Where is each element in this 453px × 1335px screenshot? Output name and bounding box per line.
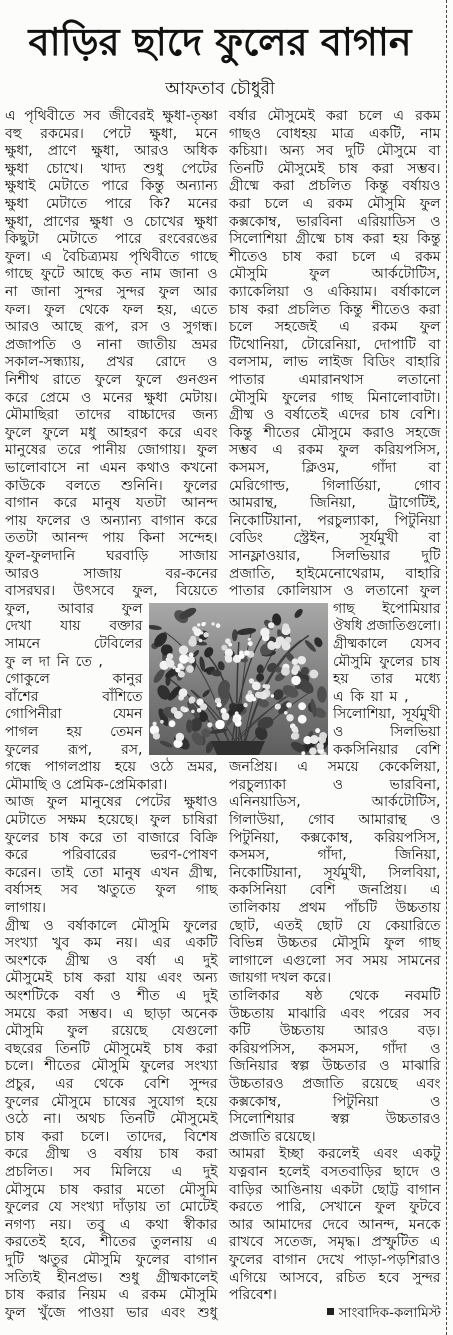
text-line — [5, 882, 218, 900]
text-line-content: ফুলদানিতে, — [5, 653, 110, 670]
text-line-content: কিন্তু শীতের মৌসুমে করাও সহজে — [229, 424, 441, 441]
text-line — [5, 1270, 218, 1288]
text-line-content: মৌসুমি ফুল রয়েছে যেগুলো — [5, 1023, 218, 1040]
text-line-content: তালিকায় প্রথম পাঁচটি উচ্চতায় — [229, 900, 441, 916]
author-name: আফতাব চৌধুরী — [165, 79, 275, 99]
text-line — [5, 601, 143, 619]
text-line-content: অংশটিকে বর্ষা ও শীত এ দুই — [5, 988, 218, 1004]
text-line-content: আরও আছে রূপ, রস ও সুগন্ধ। — [5, 319, 218, 336]
text-line-content: করেন। তাই তো মানুষ এখন গ্রীষ্ম, — [5, 864, 218, 881]
text-line — [5, 1023, 218, 1041]
text-line-content: সিলোশিয়া, সূর্যমুখী — [333, 706, 441, 723]
text-line — [5, 108, 218, 126]
text-line-content: গ্রীষ্মকালে যেসব — [333, 636, 441, 652]
text-line-content: আরও সাজায় বর-কনের — [5, 565, 218, 582]
text-line-content: গাছ ইপোমিয়ার — [333, 600, 441, 617]
text-line — [5, 759, 218, 777]
text-line-content: করতে পারি, সেখানে ফুল ফুটবে — [229, 1199, 441, 1216]
text-line-content: ছোট, এতই ছোট যে কেয়ারিতে — [229, 917, 441, 934]
text-line — [229, 513, 441, 531]
text-line-content: ককসিনিয়া বেশি জনপ্রিয়। এ — [229, 882, 441, 899]
text-line-content: মৌসুমি ফুল আর্কটোটিস, — [229, 266, 441, 283]
text-line-content: টিথোনিয়া, টোরেনিয়া, দোপাটি বা — [229, 336, 441, 353]
text-line-content: জনপ্রিয়। এ সময়ে কেকেলিয়া, — [229, 759, 441, 776]
text-line-content: পরিবেশ। — [229, 1287, 277, 1304]
text-line-content: বাড়ির আঙিনায় একটা ছোট্ট বাগান — [229, 1181, 441, 1198]
text-line — [5, 970, 218, 988]
text-line-content: চলে। শীতের মৌসুমি ফুলের সংখ্যা — [5, 1058, 218, 1075]
text-line — [5, 302, 218, 320]
text-line — [5, 161, 218, 179]
text-line-content: ফুলের যে সংখ্যা দাঁড়ায় তা মোটেই — [5, 1199, 218, 1216]
text-line — [229, 1252, 441, 1270]
text-line — [5, 847, 218, 865]
text-line — [229, 126, 441, 144]
text-line — [5, 1305, 218, 1323]
text-line-content: গোকুলে কানুর — [5, 671, 143, 688]
text-line — [229, 548, 441, 566]
text-line — [229, 865, 441, 883]
text-line-content: একিয়াম, — [333, 688, 416, 705]
text-line-content: নিকোটিয়ানা, পরচুল্যাকা, পিটুনিয়া — [229, 512, 441, 529]
text-line — [5, 126, 218, 144]
text-line — [5, 1111, 218, 1129]
text-line — [229, 970, 441, 988]
text-line-content: আর আমাদের দেবে আনন্দ, মনকে — [229, 1216, 441, 1233]
text-line-content: বাগান করে মানুষ যতটা আনন্দ — [5, 495, 218, 512]
text-line-content: লাগায়। — [5, 900, 46, 916]
text-line-content: ফুল-ফুলদানি ঘরবাড়ি সাজায় — [5, 548, 218, 564]
text-line-content: বর্ষার মৌসুমেই করা চলে এ রকম — [229, 108, 441, 124]
text-line — [5, 706, 143, 724]
text-line — [5, 953, 218, 971]
text-line — [5, 196, 218, 214]
text-line-content: সংখ্যা খুব কম নয়। এর একটি — [5, 935, 218, 952]
text-line — [229, 196, 441, 214]
text-line-content: পাতার এমারানথাস লতানো — [229, 372, 441, 388]
text-line — [229, 1287, 441, 1305]
text-line — [5, 143, 218, 161]
text-line — [229, 1234, 441, 1252]
square-bullet-icon — [327, 1308, 334, 1315]
text-line-content: চলে সহজেই এ রকম ফুল — [229, 319, 441, 336]
text-line — [229, 178, 441, 196]
text-line — [5, 266, 218, 284]
text-line — [5, 1164, 218, 1182]
text-line-content: রাখবে সতেজ, সমৃদ্ধ। প্রস্ফুটিত এ — [229, 1234, 441, 1251]
text-line — [5, 671, 143, 689]
text-line-content: ফুলে ফুলে মধু আহরণ করে এবং — [5, 424, 218, 441]
text-line-content: কিছুটা মেটাতে পারে রংবেরঙের — [5, 231, 218, 248]
text-line — [229, 1270, 441, 1288]
text-line — [229, 935, 441, 953]
text-line-content: মেরিগোল্ড, গিলার্ডিয়া, গোব — [229, 477, 441, 494]
text-line-content: গ্রীষ্মে করা প্রচলিত কিন্তু বর্ষায়ও — [229, 178, 441, 195]
text-line-content: গন্ধে পাগলপ্রায় হয়ে ওঠে ভ্রমর, — [5, 759, 218, 776]
text-line-content: প্রচলিত। সব মিলিয়ে এ দুই — [5, 1164, 218, 1180]
text-line-content: ঔষধি প্রজাতিগুলো। — [333, 618, 441, 635]
text-line-content: বছরের তিনটি মৌসুমেই চাষ করা — [5, 1040, 218, 1057]
text-line-content: মৌমাছি ও প্রেমিক-প্রেমিকারা। — [5, 776, 168, 793]
text-line-content: আজ ফুল মানুষের পেটের ক্ষুধাও — [5, 794, 218, 811]
text-line — [5, 618, 143, 636]
text-line — [229, 918, 441, 936]
text-line-content: ফুল খুঁজে পাওয়া ভার এবং শুধু — [5, 1304, 218, 1321]
text-line-content: ক্ষুধা, প্রাণের ক্ষুধা ও চোখের ক্ষুধা — [5, 213, 218, 230]
text-line-content: পাতার কোলিয়াস ও লতানো ফুল — [229, 583, 441, 600]
text-line-content: গ্রীষ্ম ও বর্ষাতেই এদের চাষ বেশি। — [229, 407, 441, 424]
text-line-content: দেখা যায় বক্তার — [5, 618, 143, 635]
text-line-content: জিনিয়ার স্বল্প উচ্চতার ও মাঝারি — [229, 1058, 441, 1075]
text-line-content: বলসাম, লাভ লাইজ বিডিং বাহারি — [229, 354, 441, 371]
text-line-content: কচিয়া। অন্য সব দুটি মৌসুমে বা — [229, 143, 441, 160]
text-line-content: করতেই হবে, শীতের তুলনায় এ — [5, 1234, 218, 1251]
text-line-content: অংশকে গ্রীষ্ম ও বর্ষা এ দুই — [5, 952, 218, 969]
text-line — [5, 249, 218, 267]
text-line-content: করে প্রেমে ও মনের ক্ষুধা মেটায়। — [5, 389, 218, 406]
text-line — [5, 988, 218, 1006]
text-line — [5, 636, 143, 654]
text-line-content: চাষ করার নিয়ম এ রকম মৌসুমি — [5, 1287, 218, 1304]
text-line-content: ফল। ফুল থেকে ফল হয়, এতে — [5, 301, 218, 318]
text-line — [229, 495, 441, 513]
text-line — [5, 319, 218, 337]
text-line-content: বর্ষাসহ সব ঋতুতে ফুল গাছ — [5, 882, 218, 899]
text-line-content: নিশীথ রাতে ফুলে ফুলে গুনগুন — [5, 372, 218, 388]
text-line — [229, 302, 441, 320]
text-line — [229, 583, 441, 601]
text-line — [229, 231, 441, 249]
text-line-content: পায় ফলের ও অন্যান্য বাগান করে — [5, 512, 218, 529]
text-line-content: তালিকার ষষ্ঠ থেকে নবমটি — [229, 988, 441, 1004]
text-line — [5, 1234, 218, 1252]
text-line — [229, 143, 441, 161]
text-line — [229, 1111, 441, 1129]
text-line-content: ও সিলভিয়া — [333, 724, 441, 740]
text-line-content: আমরা ইচ্ছা করলেই এবং একটু — [229, 1146, 441, 1163]
text-line — [5, 794, 218, 812]
text-line-content: গোপিনীরা যেমন — [5, 706, 143, 723]
text-line-content: ততটা আনন্দ পায় কিনা সন্দেহ। — [5, 530, 218, 547]
text-line-content: সময়ে করা সম্ভব। এ ছাড়া অনেক — [5, 1005, 218, 1022]
text-line-content: করে পরিবারের ভরণ-পোষণ — [5, 847, 218, 864]
text-line — [229, 900, 441, 918]
text-line-content: গাছে ফুটে আছে কত নাম জানা ও — [5, 266, 218, 283]
text-line-content: সম্ভব এ রকম ফুল করিয়পসিস, — [229, 442, 441, 459]
text-line — [229, 812, 441, 830]
text-line — [229, 988, 441, 1006]
text-line-content: প্রজাপতি ও নানা জাতীয় ভ্রমর — [5, 336, 218, 353]
text-line — [229, 407, 441, 425]
text-line — [5, 530, 218, 548]
text-line — [229, 161, 441, 179]
text-line — [229, 1094, 441, 1112]
text-line — [229, 1129, 441, 1147]
text-line-content: ক্ষুধা, প্রাণে ক্ষুধা, আরও অধিক — [5, 143, 218, 160]
flower-plant-image — [149, 603, 328, 755]
text-line — [229, 530, 441, 548]
text-line — [5, 865, 218, 883]
text-line-content: প্রজাতি, হাইমেনোথেরাম, বাহারি — [229, 565, 441, 582]
text-line — [5, 583, 218, 601]
text-line-content: শীতেও চাষ করা চলে এ রকম — [229, 248, 441, 265]
text-line — [229, 566, 441, 584]
text-line-content: দুটি ঋতুর মৌসুমি ফুলের বাগান — [5, 1252, 218, 1268]
text-line-content: মেটাতে সক্ষম হয়েছে। ফুল চাষিরা — [5, 812, 218, 828]
text-line-content: সামনে টেবিলের — [5, 636, 143, 652]
text-line-content: পাগল হয় তেমন — [5, 724, 143, 740]
text-line-content: গিলাউয়া, গোব আমারান্থ ও — [229, 812, 441, 828]
text-line-content: ফুলের বাগান দেখে পাড়া-পড়শিরাও — [229, 1252, 441, 1268]
text-line-content: কক্সকোম্ব, পিটুনিয়া ও — [229, 1093, 441, 1110]
text-line-content: করে গ্রীষ্ম ও বর্ষায় চাষ করা — [5, 1146, 218, 1163]
text-line-content: ফুল, আবার ফুল — [5, 600, 143, 617]
text-line — [229, 1164, 441, 1182]
text-line — [229, 1217, 441, 1235]
text-line — [5, 354, 218, 372]
text-line — [5, 372, 218, 390]
text-line-content: যত্নবান হলেই বসতবাড়ির ছাদে ও — [229, 1164, 441, 1180]
text-line — [229, 442, 441, 460]
text-line — [333, 601, 441, 619]
text-line — [333, 742, 441, 760]
text-line — [333, 689, 441, 707]
text-line-content: ক্ষুধাই মেটাতে পারে কিন্তু অন্যান্য — [5, 178, 218, 195]
text-line — [333, 636, 441, 654]
text-line — [229, 425, 441, 443]
text-line-content: না জানা সুন্দর সুন্দর ফুল আর — [5, 284, 218, 300]
text-line — [229, 953, 441, 971]
text-line — [5, 566, 218, 584]
text-line-content: বেডিং স্ট্রেইন, সূর্যমুখী বা — [229, 530, 441, 547]
text-line-content: উচ্চতায় মাঝারি এবং পরের সব — [229, 1005, 441, 1022]
text-line-content: ক্ষুধা মেটাতে পারে কি? মনের — [5, 196, 218, 212]
text-line — [5, 1146, 218, 1164]
text-line-content: এ পৃথিবীতে সব জীবেরই ক্ষুধা-তৃষ্ণা — [5, 108, 218, 124]
text-line-content: কসমস, গাঁদা, জিনিয়া, — [229, 847, 441, 864]
text-line-content: ফুলের রূপ, রস, — [5, 741, 143, 758]
text-line-content: গাছও বোধহয় মাত্র একটি, নাম — [229, 125, 441, 142]
text-line — [229, 847, 441, 865]
text-line — [229, 882, 441, 900]
text-line-content: কসমস, ক্লিওম, গাঁদা বা — [229, 460, 441, 476]
text-line — [5, 1006, 218, 1024]
text-line-content: লাগালে এগুলো সব সময় সামনের — [229, 952, 441, 969]
text-line-content: মৌসুমেই চাষ করা যায় এবং অন্য — [5, 970, 218, 987]
flower-plant-photo — [149, 603, 328, 755]
text-line-content: সত্যিই হীনপ্রভ। শুধু গ্রীষ্মকালেই — [5, 1269, 218, 1286]
text-line-content: মানুষের তরে পানীয় জোগায়। ফুল — [5, 442, 218, 459]
text-line-content: জায়গা দখল করে। — [229, 970, 332, 987]
text-line-content: ক্ষুধা চোখে। খাদ্য শুধু পেটের — [5, 160, 218, 177]
text-line-content: ভালোবাসে না এমন কথাও কখনো — [5, 460, 218, 476]
text-line — [229, 337, 441, 355]
text-line — [229, 108, 441, 126]
text-line — [229, 249, 441, 267]
text-line — [5, 900, 218, 918]
text-line — [5, 1129, 218, 1147]
text-line-content: নগণ্য নয়। তবু এ কথা স্বীকার — [5, 1216, 218, 1233]
text-line — [229, 1006, 441, 1024]
text-line-content: গ্রীষ্ম ও বর্ষাকালে মৌসুমি ফুলের — [5, 917, 218, 934]
text-line-content: নিকোটিয়ানা, সূর্যমুখী, সিলবিয়া, — [229, 864, 441, 881]
headline-text: বাড়ির ছাদে ফুলের বাগান — [28, 20, 412, 64]
text-line — [5, 442, 218, 460]
text-line — [5, 724, 143, 742]
text-line — [5, 1076, 218, 1094]
text-line-content: এনিনয়াডিস, আর্কটোটিস, — [229, 794, 441, 811]
text-line — [5, 513, 218, 531]
text-line — [5, 425, 218, 443]
text-line-content: ফুলের মৌসুমে চাষের সুযোগ হয়ে — [5, 1093, 218, 1110]
text-line — [5, 284, 218, 302]
text-line-content: ককসিনিয়ার বেশি — [333, 741, 441, 758]
text-line-content: কক্সকোম্ব, ভারবিনা এরিয়াডিস ও — [229, 213, 441, 230]
text-line — [229, 1182, 441, 1200]
text-line — [229, 1146, 441, 1164]
text-line-content: চাষ করা চলে। তাদের, বিশেষ — [5, 1128, 218, 1145]
text-line — [5, 918, 218, 936]
dashed-cut-line — [446, 0, 447, 1335]
text-line-content: করিয়পসিস, কসমস, গাঁদা ও — [229, 1040, 441, 1057]
text-line-content: মৌসুমি ফুলের গাছ মিনালোবাটা। — [229, 389, 441, 406]
text-line — [229, 759, 441, 777]
text-line — [5, 742, 143, 760]
byline-text: সাংবাদিক-কলামিস্ট — [338, 1304, 441, 1321]
text-line-content: সিলোশিয়া গ্রীষ্মে চাষ করা হয় কিন্তু — [229, 231, 441, 248]
text-line-content: বহু রকমের। পেটে ক্ষুধা, মনে — [5, 125, 218, 142]
text-line-content: কটি উচ্চতায় আরও বড়। — [229, 1023, 441, 1040]
text-line — [5, 478, 218, 496]
text-line — [229, 1199, 441, 1217]
text-line — [229, 777, 441, 795]
text-line-content: উচ্চতারও প্রজাতি রয়েছে এবং — [229, 1076, 441, 1092]
text-line-content: ক্যাকেলিয়া ও একিয়াম। বর্ষাকালে — [229, 284, 441, 300]
text-line-content: সানফ্লাওয়ার, সিলভিয়ার দুটি — [229, 548, 441, 564]
text-line-content: মৌসুমি ফুলের চাষ — [333, 653, 441, 670]
text-line-content: মৌমাছিরা তাদের বাচ্চাদের জন্য — [5, 407, 218, 424]
text-line — [5, 495, 218, 513]
text-line — [5, 1199, 218, 1217]
text-line — [5, 231, 218, 249]
text-line — [229, 284, 441, 302]
text-line-content: সিলোশিয়ার স্বল্প উচ্চতারও — [229, 1111, 441, 1128]
text-line — [5, 654, 143, 672]
text-line — [229, 390, 441, 408]
text-line-content: প্রচুর, এর থেকে বেশি সুন্দর — [5, 1076, 218, 1092]
text-line — [5, 460, 218, 478]
text-line-content: বাঁশের বাঁশিতে — [5, 688, 143, 705]
text-line — [5, 689, 143, 707]
text-line — [5, 407, 218, 425]
text-line-content: পরচুল্যাকা ও ভারবিনা, — [229, 776, 441, 793]
text-line-content: সকাল-সন্ধ্যায়, প্রখর রোদে ও — [5, 354, 218, 371]
text-line — [229, 1023, 441, 1041]
text-line — [5, 1182, 218, 1200]
text-line — [333, 706, 441, 724]
text-line — [5, 812, 218, 830]
text-line — [5, 1058, 218, 1076]
text-line — [333, 618, 441, 636]
text-line — [5, 830, 218, 848]
text-line — [229, 478, 441, 496]
text-line — [229, 214, 441, 232]
text-line — [5, 935, 218, 953]
text-line-content: তিনটি মৌসুমেই চাষ করা সম্ভব। — [229, 160, 441, 177]
text-line — [229, 372, 441, 390]
text-line-content: বাসরঘর। উৎসবে ফুল, বিয়েতে — [5, 583, 218, 600]
text-line — [229, 460, 441, 478]
text-line — [5, 777, 218, 795]
text-line-content: ফুল। এ বৈচিত্র্যময় পৃথিবীতে গাছে — [5, 248, 218, 265]
text-line — [333, 654, 441, 672]
byline — [229, 1305, 441, 1323]
text-line-content: প্রজাতি রয়েছে। — [229, 1128, 316, 1145]
text-line — [229, 1076, 441, 1094]
text-line — [5, 548, 218, 566]
text-line — [5, 214, 218, 232]
text-line-content: কাউকে বলতে শুনিনি। ফুলের — [5, 477, 218, 494]
text-line — [229, 1058, 441, 1076]
text-line-content: পিটুনিয়া, কক্সকোম্ব, করিয়পসিস, — [229, 829, 441, 846]
text-line-content: করা চলে এ রকম মৌসুমি ফুল — [229, 196, 441, 212]
text-line — [5, 178, 218, 196]
text-line-content: এগিয়ে আসবে, রচিত হবে সুন্দর — [229, 1269, 441, 1286]
text-line — [5, 390, 218, 408]
text-line-content: ফুলের চাষ করে তা বাজারে বিক্রি — [5, 829, 218, 846]
text-line-content: আমরান্থ, জিনিয়া, ট্রাগেটিই, — [229, 495, 441, 512]
text-line — [229, 830, 441, 848]
text-line — [229, 354, 441, 372]
text-line-content: হয় তার মধ্যে — [333, 671, 441, 688]
text-line — [5, 1252, 218, 1270]
text-line — [5, 337, 218, 355]
text-line — [5, 1041, 218, 1059]
text-line — [5, 1287, 218, 1305]
text-line-content: ওঠে না। অথচ তিনটি মৌসুমেই — [5, 1111, 218, 1128]
text-line — [5, 1094, 218, 1112]
text-line — [229, 794, 441, 812]
text-line — [229, 1041, 441, 1059]
text-line-content: বিভিন্ন উচ্চতর মৌসুমি ফুল গাছ — [229, 935, 441, 952]
text-line-content: মৌসুমে চাষ করার মতো মৌসুমি — [5, 1181, 218, 1198]
text-line — [229, 266, 441, 284]
text-line — [5, 1217, 218, 1235]
text-line — [229, 319, 441, 337]
headline — [0, 14, 440, 70]
text-line — [333, 671, 441, 689]
text-line-content: চাষ করা প্রচলিত কিন্তু শীতেও করা — [229, 301, 441, 318]
text-line — [333, 724, 441, 742]
